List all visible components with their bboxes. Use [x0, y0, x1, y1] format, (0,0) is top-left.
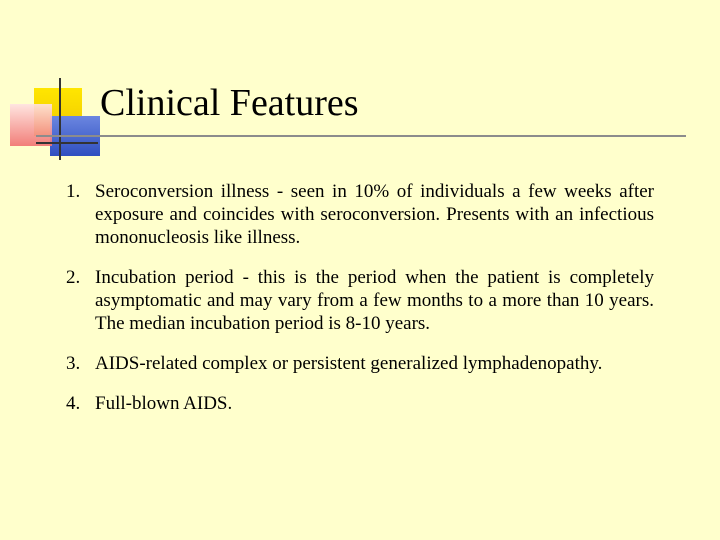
item-number: 4.: [66, 393, 81, 414]
list-item: [66, 352, 654, 375]
item-text: Full-blown AIDS.: [95, 393, 233, 414]
item-text: AIDS-related complex or persistent generalized lymphadenopathy.: [95, 353, 603, 374]
feature-list: [66, 180, 654, 432]
decorative-squares: [0, 0, 110, 170]
list-item: [66, 392, 654, 415]
red-square: [10, 104, 52, 146]
list-item: [66, 266, 654, 335]
item-number: 2.: [66, 267, 81, 288]
item-text: Incubation period - this is the period when the patient is completely asymptomatic and may vary from a few months to a more than 10 years. The median incubation period is 8-10 years.: [95, 267, 654, 334]
slide-title: Clinical Features: [100, 82, 359, 124]
item-number: 1.: [66, 181, 81, 202]
item-text: Seroconversion illness - seen in 10% of individuals a few weeks after exposure and coincides with seroconversion. Presents with an infectious mononucleosis like illness.: [95, 181, 654, 248]
title-divider: [36, 135, 686, 137]
list-item: [66, 180, 654, 249]
item-number: 3.: [66, 353, 81, 374]
